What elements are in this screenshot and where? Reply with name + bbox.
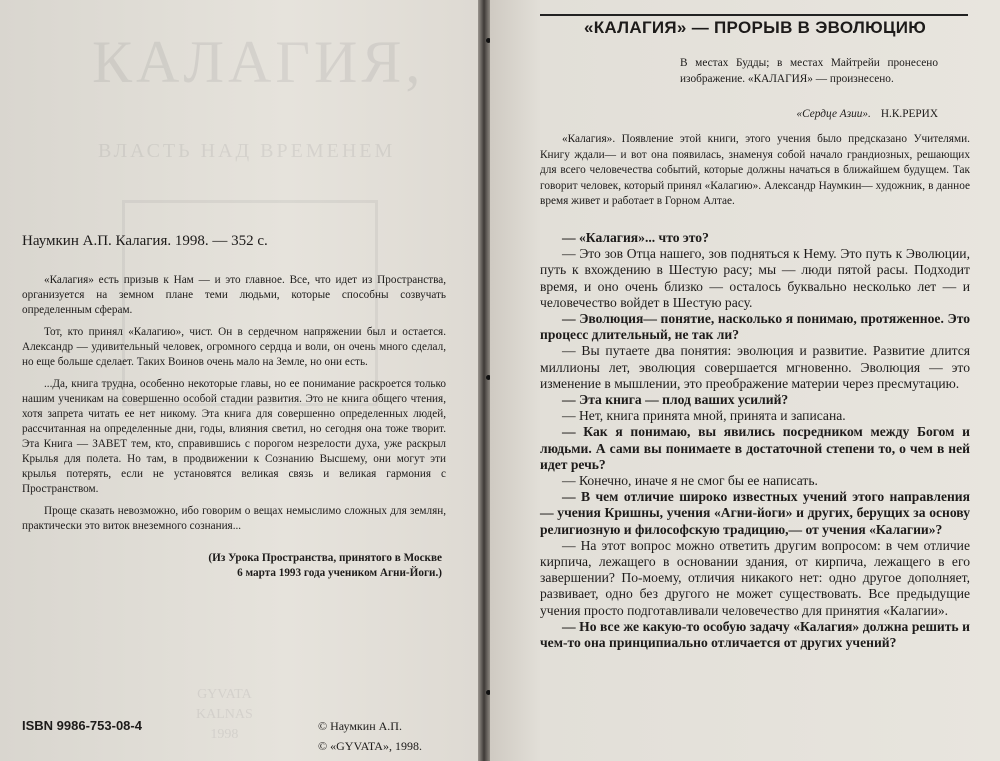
question: — Эта книга — плод ваших усилий?	[562, 392, 789, 408]
question: — Но все же какую-то особую задачу «Калагия» должна решить и чем-то она принципиально отличается от других учений?	[540, 618, 970, 651]
answer: — Конечно, иначе я не смог бы ее написать.	[562, 473, 818, 489]
answer: — Вы путаете два понятия: эволюция и развитие. Развитие длится миллионы лет, эволюция совершается мгновенно. Эволюция — это изменение в мышлении, это преображение материи через пресмутацию.	[540, 343, 970, 391]
left-page	[0, 0, 478, 761]
answer: — Нет, книга принята мной, принята и записана.	[562, 408, 846, 424]
question: — В чем отличие широко известных учений этого направления — учения Кришны, учения «Агни-йоги» и других, берущих за основу религиозную и философскую традицию,— от учения «Калагии»?	[540, 489, 970, 537]
answer: — Это зов Отца нашего, зов подняться к Нему. Это путь к Эволюции, путь к вхождению в Шестую расу; мы — люди пятой расы. Подходит время, и оно очень близко — осталось буквально несколько лет — и человечество войдет в Шестую расу.	[540, 246, 970, 310]
copyright-publisher: © «GYVATA», 1998.	[318, 739, 422, 753]
chapter-title: «КАЛАГИЯ» — ПРОРЫВ В ЭВОЛЮЦИЮ	[583, 18, 927, 37]
preface-paragraph: Проще сказать невозможно, ибо говорим о вещах немыслимо сложных для землян, практически это виток внеземного сознания...	[22, 505, 446, 532]
copyright-block	[318, 716, 422, 756]
bleed-through-subtitle: ВЛАСТЬ НАД ВРЕМЕНЕМ	[98, 140, 396, 162]
question: — Как я понимаю, вы явились посредником между Богом и людьми. А сами вы понимаете в достаточной степени то, о чем в ней идет речь?	[540, 424, 970, 472]
interview-body	[540, 230, 970, 651]
epigraph-book: «Сердце Азии».	[796, 108, 871, 120]
preface-paragraph: Тот, кто принял «Калагию», чист. Он в сердечном напряжении был и остается. Александр — удивительный человек, огромного сердца и воли, он очень много сделал, но еще больше сделает. Таких Воинов очень мало на Земле, но они есть.	[22, 326, 446, 368]
question: — «Калагия»... что это?	[562, 230, 709, 245]
preface-paragraph: «Калагия» есть призыв к Нам — и это главное. Все, что идет из Пространства, организуется на земном плане теми людьми, которые способны созвучать определенным сферам.	[22, 274, 446, 316]
preface-text	[22, 273, 446, 541]
header-rule	[540, 14, 968, 16]
isbn: ISBN 9986-753-08-4	[22, 718, 142, 733]
copyright-author: © Наумкин А.П.	[318, 719, 402, 733]
intro-paragraph: «Калагия». Появление этой книги, этого учения было предсказано Учителями. Книгу ждали— и вот она появилась, знаменуя собой начало грандиозных, решающих для всего человечества событий, которые должны начаться в ближайшем будущем. Так говорит человек, который принял «Калагию». Александр Наумкин— художник, в данное время живет и работает в Горном Алтае.	[540, 133, 970, 208]
book-spine	[478, 0, 490, 761]
preface-source: (Из Урока Пространства, принятого в Москве 6 марта 1993 года учеником Агни-Йоги.)	[208, 552, 442, 579]
question: — Эволюция— понятие, насколько я понимаю, протяженное. Это процесс длительный, не так ли?	[540, 311, 970, 343]
preface-paragraph: ...Да, книга трудна, особенно некоторые главы, но ее понимание раскроется только нашим ученикам на совершенно особой стадии развития. Это не книга общего чтения, хотя запрета читать ее нет никому. Эта книга для совершенно определенных людей, рассчитанная на определенные дни, годы, влияния светил, но сегодня она тоже творит. Эта Книга — ЗАВЕТ тем, кто, справившись с порогом незрелости духа, уже раскрыл Крылья для полета. Но там, в продвижении к Сознанию Высшему, они могут эти крылья потерять, если не установятся великая связь и великая гармония с Пространством.	[22, 378, 446, 495]
answer: — На этот вопрос можно ответить другим вопросом: в чем отличие кирпича, лежащего в основании здания, от кирпича, лежащего в его завершении? По-моему, отличия никакого нет: одно другое дополняет, развивает, одно без другого не может существовать. Все предыдущие учения просто подготавливали человечество для принятия «Калагии».	[540, 537, 970, 618]
right-page	[490, 0, 1000, 761]
bleed-through-footer: GYVATA KALNAS 1998	[196, 687, 253, 742]
epigraph-author: Н.К.РЕРИХ	[880, 108, 938, 120]
epigraph: В местах Будды; в местах Майтрейи пронесено изображение. «КАЛАГИЯ» — произнесено.	[680, 57, 938, 85]
epigraph-source	[750, 108, 938, 120]
bibliography-line: Наумкин А.П. Калагия. 1998. — 352 с.	[22, 233, 268, 249]
bleed-through-title: КАЛАГИЯ,	[92, 29, 425, 95]
